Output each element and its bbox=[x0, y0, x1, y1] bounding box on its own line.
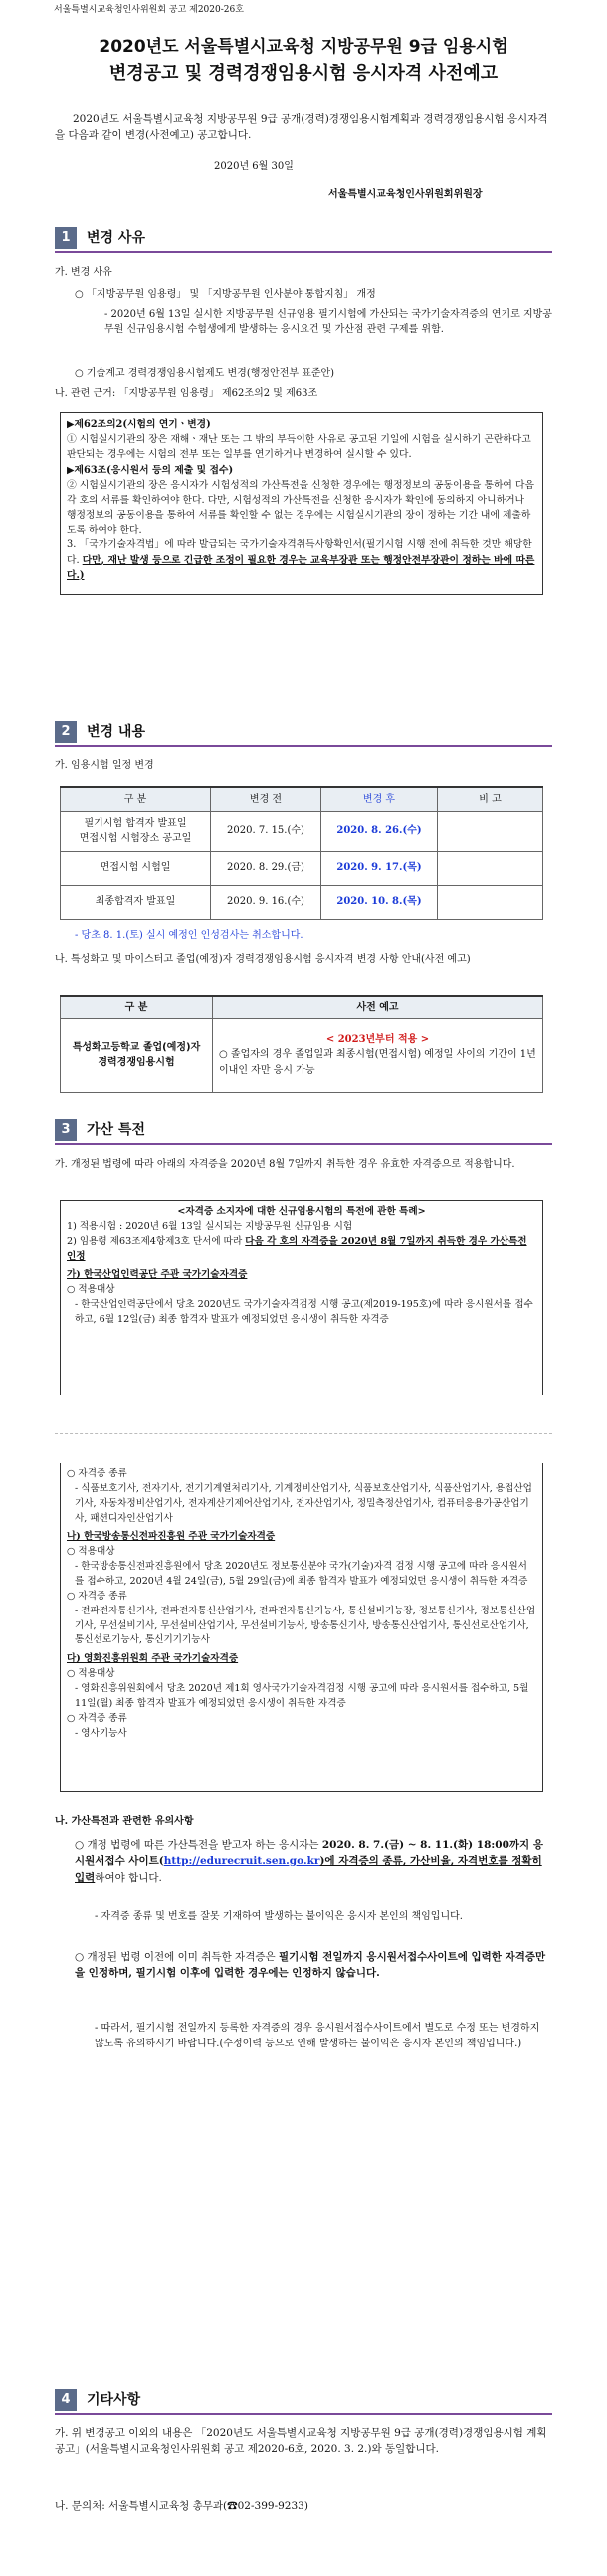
section-title: 가산 특전 bbox=[87, 1122, 145, 1138]
section-number: 3 bbox=[55, 1119, 77, 1141]
s1-ga2: ○ 기술계고 경력경쟁임용시험제도 변경(행정안전부 표준안) bbox=[75, 368, 335, 379]
schedule-header: 변경 후 bbox=[321, 787, 438, 811]
cert-box-title: <자격증 소지자에 대한 신규임용시험의 특전에 관한 특례> bbox=[177, 1206, 426, 1217]
s3-na2-sub: - 따라서, 필기시험 전일까지 등록한 자격증의 경우 응시원서접수사이트에서 별도로 수정 또는 변경하지 않도록 유의하시기 바랍니다.(수정이력 등으로 인해 발생하는 불이익은 응시자 본인의 책임입니다.) bbox=[95, 2023, 540, 2049]
s3-na1-end: 하여야 합니다. bbox=[95, 1871, 162, 1884]
s2-na: 나. 특성화고 및 마이스터고 졸업(예정)자 경력경쟁임용시험 응시자격 변경 사항 안내(사전 예고) bbox=[55, 954, 471, 965]
section-number: 1 bbox=[55, 227, 77, 249]
table-row bbox=[61, 851, 543, 885]
s3-na: 나. 가산특전과 관련한 유의사항 bbox=[55, 1816, 194, 1826]
page-break bbox=[55, 1433, 552, 1434]
table-row bbox=[61, 811, 543, 851]
special-label: 특성화고등학교 졸업(예정)자 경력경쟁임용시험 bbox=[61, 1018, 213, 1092]
s2-ga: 가. 임용시험 일정 변경 bbox=[55, 760, 154, 771]
section-3-header bbox=[55, 1119, 552, 1145]
s3-na1-fields: )에 자격증의 종류, 가산비율, 자격번호를 정확히 입력 bbox=[75, 1855, 542, 1884]
law-box-para-3 bbox=[67, 537, 536, 583]
group-3-types-sub: - 영사기능사 bbox=[75, 1727, 127, 1739]
group-3-target-sub: - 영화진흥위원회에서 당초 2020년 제1회 영사국가기술자격검정 시행 공고에 따라 응시원서를 접수하고, 5월 11일(월) 최종 합격자 발표가 예정되었던 응시생이 취득한 자격증 bbox=[75, 1683, 529, 1709]
schedule-header: 변경 전 bbox=[211, 787, 321, 811]
s3-na1 bbox=[75, 1837, 552, 1886]
notice-number: 서울특별시교육청인사위원회 공고 제2020-26호 bbox=[54, 5, 244, 15]
law-box-para-3-bold: 다만, 재난 발생 등으로 긴급한 조정이 필요한 경우는 교육부장관 또는 행정안전부장관이 정하는 바에 따른다.) bbox=[67, 554, 535, 581]
row-after: 2020. 9. 17.(목) bbox=[321, 851, 438, 885]
row-label: 필기시험 합격자 발표일 면접시험 시험장소 공고일 bbox=[61, 811, 211, 851]
cert-box-part2 bbox=[60, 1463, 543, 1792]
row-note bbox=[438, 811, 543, 851]
section-title: 기타사항 bbox=[87, 2392, 141, 2408]
cert-box-item-2 bbox=[67, 1235, 536, 1265]
row-after: 2020. 8. 26.(수) bbox=[321, 811, 438, 851]
law-box-para-1: ① 시험실시기관의 장은 재해ㆍ재난 또는 그 밖의 부득이한 사유로 공고된 기일에 시험을 실시하기 곤란하다고 판단되는 경우에는 시험의 전부 또는 일부를 연기하거나 변경하여 실시할 수 있다. bbox=[67, 434, 531, 461]
group-1-title: 가) 한국산업인력공단 주관 국가기술자격증 bbox=[67, 1269, 248, 1281]
section-4-header bbox=[55, 2389, 552, 2415]
group-3-types: ○ 자격증 종류 bbox=[67, 1712, 127, 1724]
law-box bbox=[60, 412, 543, 595]
section-title: 변경 사유 bbox=[87, 230, 145, 246]
cert-box-item-1: 1) 적용시험 : 2020년 6월 13일 실시되는 지방공무원 신규임용 시험 bbox=[67, 1220, 353, 1232]
schedule-header: 구 분 bbox=[61, 787, 211, 811]
issuer: 서울특별시교육청인사위원회위원장 bbox=[328, 189, 483, 200]
s3-na1-dates: 2020. 8. 7.(금) ~ 8. 11.(화) 18:00까지 응시원서접수 사이트( bbox=[75, 1839, 543, 1868]
cert-box-item-2-bold: 다음 각 호의 자격증을 2020년 8월 7일까지 취득한 경우 가산특전 인정 bbox=[67, 1235, 527, 1262]
s1-ga1-sub: - 2020년 6월 13일 실시한 지방공무원 신규임용 필기시험에 가산되는 국가기술자격증의 연기로 지방공무원 신규임용시험 수험생에게 발생하는 응시요건 및 가산점 관련 구제를 위함. bbox=[104, 309, 552, 335]
s3-na2 bbox=[75, 1949, 552, 1982]
schedule-table bbox=[60, 786, 543, 920]
special-header: 사전 예고 bbox=[213, 996, 543, 1018]
s3-na1-sub: - 자격증 종류 및 번호를 잘못 기재하여 발생하는 불이익은 응시자 본인의 책임입니다. bbox=[95, 1911, 463, 1922]
intro-text: 2020년도 서울특별시교육청 지방공무원 9급 공개(경력)경쟁임용시험계획과 경력경쟁임용시험 응시자격을 다음과 같이 변경(사전예고) 공고합니다. bbox=[55, 113, 548, 142]
special-table bbox=[60, 995, 543, 1093]
group-3-title: 다) 영화진흥위원회 주관 국가기술자격증 bbox=[67, 1653, 239, 1665]
s1-ga1: ○ 「지방공무원 임용령」 및 「지방공무원 인사분야 통합지침」 개정 bbox=[75, 289, 376, 300]
cancel-note: - 당초 8. 1.(토) 실시 예정인 인성검사는 취소합니다. bbox=[75, 930, 304, 941]
table-row bbox=[61, 1018, 543, 1092]
group-1-types-sub: - 식품보호기사, 전자기사, 전기기계열처리기사, 기계정비산업기사, 식품보호산업기사, 식품산업기사, 용접산업기사, 자동차정비산업기사, 전자계산기제어산업기사, 전자산업기사, 정밀측정산업기사, 컴퓨터응용가공산업기사, 패션디자인산업기사 bbox=[75, 1482, 532, 1524]
row-before: 2020. 7. 15.(수) bbox=[211, 811, 321, 851]
row-after: 2020. 10. 8.(목) bbox=[321, 885, 438, 919]
group-3-target: ○ 적용대상 bbox=[67, 1668, 115, 1680]
group-2-target-sub: - 한국방송통신전파진흥원에서 당초 2020년도 정보통신분야 국가(기술)자격 검정 시행 공고에 따라 응시원서를 접수하고, 2020년 4월 24일(금), 5월 29일(금)에 최종 합격자 발표가 예정되었던 응시생이 취득한 자격증 bbox=[75, 1561, 528, 1588]
s3-ga: 가. 개정된 법령에 따라 아래의 자격증을 2020년 8월 7일까지 취득한 경우 유효한 자격증으로 적용합니다. bbox=[55, 1159, 515, 1170]
group-1-target-sub: - 한국산업인력공단에서 당초 2020년도 국가기술자격검정 시행 공고(제2019-195호)에 따라 응시원서를 접수하고, 6월 12일(금) 최종 합격자 발표가 예정되었던 응시생이 취득한 자격증 bbox=[75, 1299, 533, 1326]
s3-na2-bold: 필기시험 전일까지 응시원서접수사이트에 입력한 자격증만을 인정하며, 필기시험 이후에 입력한 경우에는 인정하지 않습니다. bbox=[75, 1951, 546, 1980]
row-label: 최종합격자 발표일 bbox=[61, 885, 211, 919]
s3-na2-text: ○ 개정된 법령 이전에 이미 취득한 자격증은 bbox=[75, 1951, 279, 1963]
law-box-para-2: ② 시험실시기관의 장은 응시자가 시험성적의 가산특전을 신청한 경우에는 행정정보의 공동이용을 통하여 다음 각 호의 서류를 확인하여야 한다. 다만, 시험성적의 가산특전을 신청한 응시자가 확인에 동의하지 아니하거나 행정정보의 공동이용을 통하여 서류를 확인할 수 없는 경우에는 시험실시기관의 장이 정하는 기간 내에 제출하도록 하여야 한다. bbox=[67, 479, 534, 537]
s4-na: 나. 문의처: 서울특별시교육청 총무과(☎02-399-9233) bbox=[55, 2500, 308, 2512]
s1-ga: 가. 변경 사유 bbox=[55, 267, 112, 278]
special-header: 구 분 bbox=[61, 996, 213, 1018]
cert-box-item-2-text: 2) 임용령 제63조제4항제3호 단서에 따라 bbox=[67, 1235, 246, 1247]
s1-na: 나. 관련 근거: 「지방공무원 임용령」 제62조의2 및 제63조 bbox=[55, 388, 318, 399]
law-box-para-3-text: 3. 「국가기술자격법」에 따라 발급되는 국가기술자격취득사항확인서(필기시험 시행 전에 취득한 것만 해당한다. bbox=[67, 539, 532, 566]
row-before: 2020. 9. 16.(수) bbox=[211, 885, 321, 919]
schedule-header: 비 고 bbox=[438, 787, 543, 811]
group-1-types: ○ 자격증 종류 bbox=[67, 1468, 127, 1479]
cert-box-part1 bbox=[60, 1200, 543, 1395]
law-box-heading-2: ▶제63조(응시원서 등의 제출 및 접수) bbox=[67, 464, 234, 476]
recruit-site-link[interactable]: http://edurecruit.sen.go.kr bbox=[163, 1855, 320, 1868]
group-2-target: ○ 적용대상 bbox=[67, 1546, 115, 1558]
section-number: 4 bbox=[55, 2389, 77, 2411]
group-2-types: ○ 자격증 종류 bbox=[67, 1590, 127, 1602]
table-row bbox=[61, 885, 543, 919]
law-box-heading-1: ▶제62조의2(시험의 연기ㆍ변경) bbox=[67, 419, 211, 430]
row-note bbox=[438, 851, 543, 885]
page-title-line2: 변경공고 및 경력경쟁임용시험 응시자격 사전예고 bbox=[108, 63, 499, 84]
group-2-types-sub: - 전파전자통신기사, 전파전자통신산업기사, 전파전자통신기능사, 통신설비기능장, 정보통신기사, 정보통신산업기사, 무선설비기사, 무선설비산업기사, 무선설비기능사, 방송통신기사, 방송통신산업기사, 통신선로산업기사, 통신선로기능사, 통신기기기능사 bbox=[75, 1605, 536, 1646]
group-2-title: 나) 한국방송통신전파진흥원 주관 국가기술자격증 bbox=[67, 1531, 276, 1543]
row-note bbox=[438, 885, 543, 919]
s4-ga: 가. 위 변경공고 이외의 내용은 「2020년도 서울특별시교육청 지방공무원 9급 공개(경력)경쟁임용시험 계획 공고」(서울특별시교육청인사위원회 공고 제2020-6호, 2020. 3. 2.)와 동일합니다. bbox=[55, 2427, 547, 2456]
section-title: 변경 내용 bbox=[87, 724, 145, 740]
s3-na1-text: ○ 개정 법령에 따른 가산특전을 받고자 하는 응시자는 bbox=[75, 1839, 322, 1851]
special-text: ○ 졸업자의 경우 졸업일과 최종시험(면접시험) 예정일 사이의 기간이 1년 이내인 자만 응시 가능 bbox=[219, 1049, 536, 1076]
section-number: 2 bbox=[55, 721, 77, 743]
notice-date: 2020년 6월 30일 bbox=[214, 161, 294, 172]
special-red-note: < 2023년부터 적용 > bbox=[325, 1033, 430, 1045]
group-1-target: ○ 적용대상 bbox=[67, 1284, 115, 1296]
section-1-header bbox=[55, 227, 552, 253]
special-content bbox=[213, 1018, 543, 1092]
row-label: 면접시험 시험일 bbox=[61, 851, 211, 885]
section-2-header bbox=[55, 721, 552, 747]
row-before: 2020. 8. 29.(금) bbox=[211, 851, 321, 885]
page-title-line1: 2020년도 서울특별시교육청 지방공무원 9급 임용시험 bbox=[99, 37, 508, 57]
